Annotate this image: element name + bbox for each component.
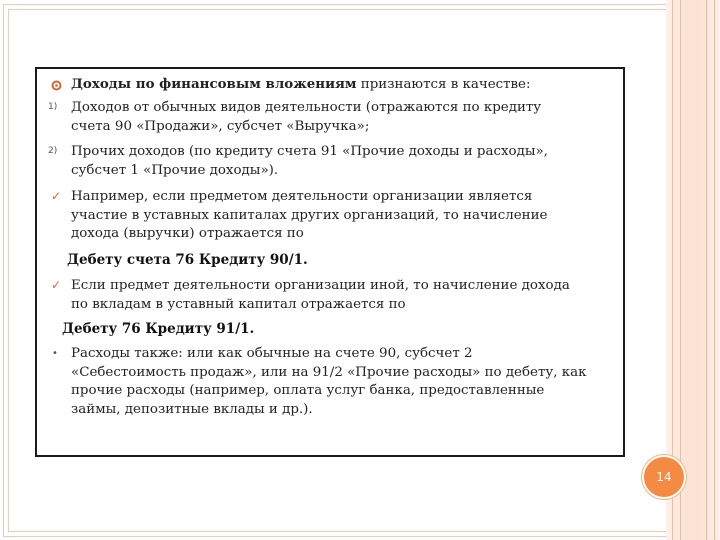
bullet-dot-icon: • <box>52 348 58 359</box>
list-item-text: Прочих доходов (по кредиту счета 91 «Прочие доходы и расходы», субсчет 1 «Прочие доходы»). <box>71 144 548 178</box>
accounting-entry: Дебету счета 76 Кредиту 90/1. <box>67 252 308 268</box>
gear-bullet-icon <box>51 76 62 95</box>
checkmark-icon: ✓ <box>51 189 62 203</box>
list-item-text: Если предмет деятельности организации иной, то начисление дохода по вкладам в уставный капитал отражается по <box>71 278 570 312</box>
list-number: 2) <box>48 146 58 156</box>
content-box <box>35 67 625 457</box>
list-item-text: Например, если предметом деятельности организации является участие в уставных капиталах других организаций, то начисление дохода (выручки) отражается по <box>71 189 548 241</box>
intro-text: Доходы по финансовым вложениям признаются в качестве: <box>71 76 531 92</box>
accounting-entry: Дебету 76 Кредиту 91/1. <box>62 321 255 337</box>
list-item-text: Доходов от обычных видов деятельности (отражаются по кредиту счета 90 «Продажи», субсчет «Выручка»; <box>71 100 542 134</box>
checkmark-icon: ✓ <box>51 278 62 292</box>
page-number-badge: 14 <box>642 455 686 499</box>
list-item-text: Расходы также: или как обычные на счете 90, субсчет 2 «Себестоимость продаж», или на 91/2 «Прочие расходы» по дебету, как прочие расходы (например, оплата услуг банка, предоставленные займы, депозитные вклады и др.). <box>71 346 587 417</box>
list-number: 1) <box>48 102 58 112</box>
